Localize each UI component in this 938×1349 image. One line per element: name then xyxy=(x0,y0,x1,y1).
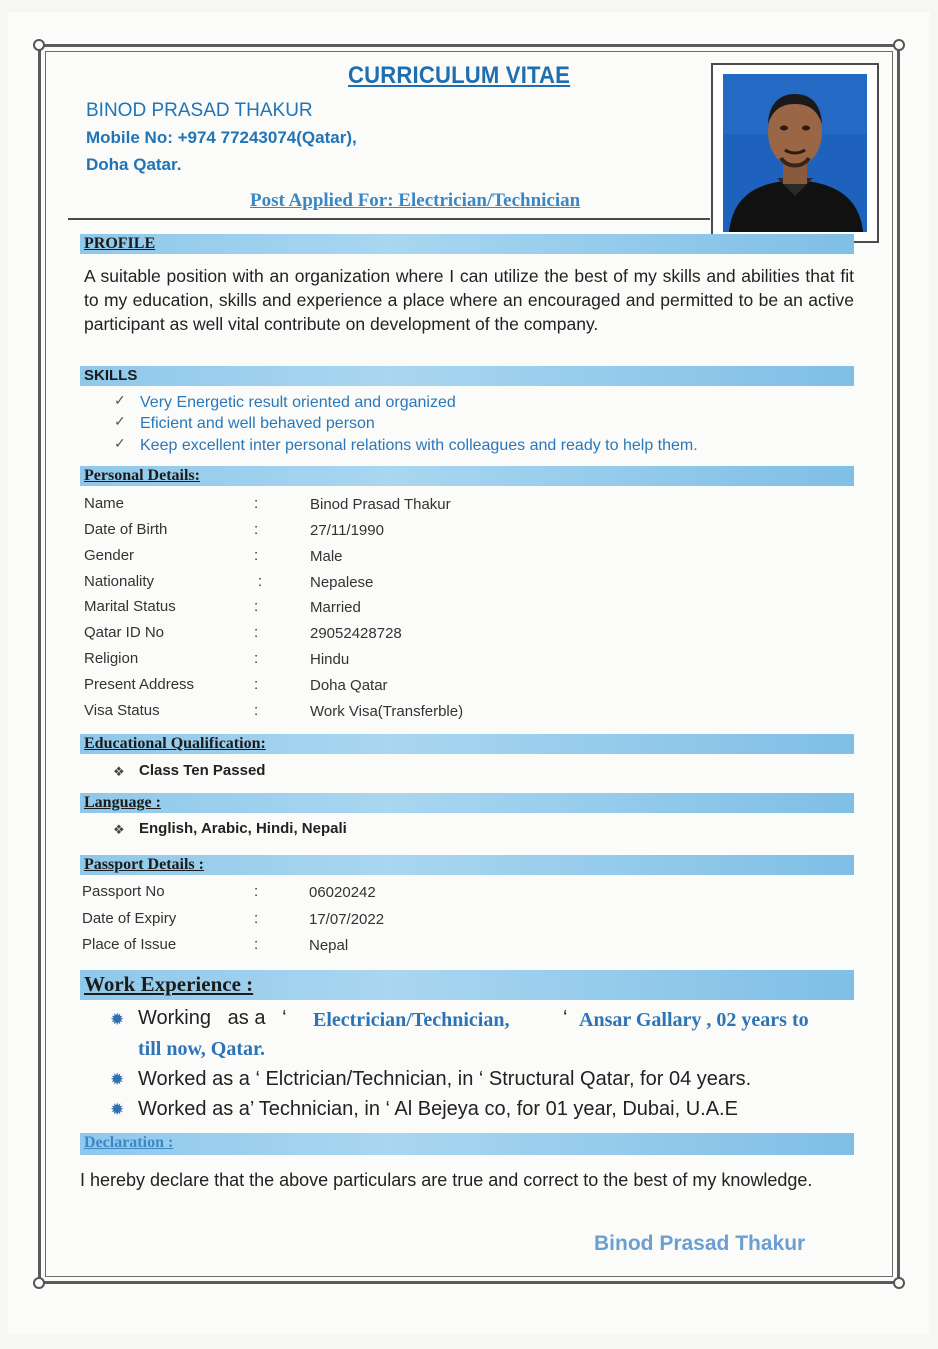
detail-colon: : xyxy=(254,521,259,538)
profile-photo-frame xyxy=(711,63,879,243)
section-heading-language: Language : xyxy=(84,794,161,811)
section-heading-education: Educational Qualification: xyxy=(84,735,266,752)
section-bar-skills xyxy=(80,366,854,386)
detail-value: Married xyxy=(310,599,361,616)
detail-colon: : xyxy=(254,883,259,900)
location: Doha Qatar. xyxy=(86,155,182,174)
checkmark-icon: ✓ xyxy=(114,413,126,429)
section-bar-work xyxy=(80,970,854,1000)
detail-value: 27/11/1990 xyxy=(310,522,384,539)
detail-label: Religion xyxy=(84,650,139,667)
detail-colon: : xyxy=(258,573,263,590)
detail-colon: : xyxy=(254,598,259,615)
gear-bullet-icon: ✹ xyxy=(110,1100,125,1119)
detail-label: Marital Status xyxy=(84,598,176,615)
work-item-2: Worked as a ‘ Elctrician/Technician, in ‘ Structural Qatar, for 04 years. xyxy=(138,1068,752,1090)
skill-item: Keep excellent inter personal relations with colleagues and ready to help them. xyxy=(140,437,698,454)
passport-label: Place of Issue xyxy=(82,936,177,953)
profile-photo xyxy=(723,74,867,232)
section-heading-work: Work Experience : xyxy=(84,972,254,996)
skill-item: Very Energetic result oriented and organized xyxy=(140,394,456,411)
detail-value: Male xyxy=(310,548,343,565)
work-item-3: Worked as a’ Technician, in ‘ Al Bejeya co, for 01 year, Dubai, U.A.E xyxy=(138,1098,738,1120)
section-heading-profile: PROFILE xyxy=(84,235,156,252)
detail-value: Hindu xyxy=(310,651,350,668)
declaration-text: I hereby declare that the above particulars are true and correct to the best of my knowledge. xyxy=(80,1170,813,1190)
detail-label: Qatar ID No xyxy=(84,624,165,641)
detail-label: Gender xyxy=(84,547,135,564)
document-title: CURRICULUM VITAE xyxy=(348,62,571,89)
detail-colon: : xyxy=(254,624,259,641)
work-item-1-role: Electrician/Technician, xyxy=(313,1009,510,1031)
passport-label: Date of Expiry xyxy=(82,910,177,927)
passport-value: 17/07/2022 xyxy=(309,911,385,928)
work-item-1-company: Ansar Gallary , 02 years to xyxy=(579,1009,809,1031)
header-divider xyxy=(68,218,710,220)
diamond-bullet-icon: ❖ xyxy=(113,764,125,779)
signature-name: Binod Prasad Thakur xyxy=(594,1232,806,1255)
section-bar-declaration xyxy=(80,1133,854,1155)
checkmark-icon: ✓ xyxy=(114,392,126,408)
section-heading-declaration: Declaration : xyxy=(84,1134,174,1151)
education-item: Class Ten Passed xyxy=(139,762,266,779)
candidate-name: BINOD PRASAD THAKUR xyxy=(86,100,313,121)
section-heading-skills: SKILLS xyxy=(84,367,138,384)
passport-label: Passport No xyxy=(82,883,165,900)
border-corner-ornament xyxy=(893,39,905,51)
gear-bullet-icon: ✹ xyxy=(110,1070,125,1089)
detail-value: Doha Qatar xyxy=(310,677,388,694)
gear-bullet-icon: ✹ xyxy=(110,1010,125,1029)
detail-colon: : xyxy=(254,495,259,512)
detail-label: Nationality xyxy=(84,573,155,590)
section-bar-profile xyxy=(80,234,854,254)
passport-value: 06020242 xyxy=(309,884,376,901)
work-item-1-continuation: till now, Qatar. xyxy=(138,1038,266,1060)
work-item-1-prefix: Working as a ‘ xyxy=(138,1007,287,1029)
section-heading-personal: Personal Details: xyxy=(84,467,200,484)
mobile-number: Mobile No: +974 77243074(Qatar), xyxy=(86,128,357,147)
detail-label: Name xyxy=(84,495,125,512)
work-item-1-quote: ‘ xyxy=(563,1007,568,1029)
section-bar-personal xyxy=(80,466,854,486)
detail-colon: : xyxy=(254,676,259,693)
border-corner-ornament xyxy=(33,1277,45,1289)
section-bar-education xyxy=(80,734,854,754)
detail-label: Date of Birth xyxy=(84,521,168,538)
detail-colon: : xyxy=(254,650,259,667)
diamond-bullet-icon: ❖ xyxy=(113,822,125,837)
detail-value: Binod Prasad Thakur xyxy=(310,496,451,513)
border-corner-ornament xyxy=(33,39,45,51)
profile-text: A suitable position with an organization where I can utilize the best of my skills and abilities that fit to my education, skills and experience a place where an encouraged and permitted to be an active participant as well vital contribute on development of the company. xyxy=(84,266,854,334)
border-corner-ornament xyxy=(893,1277,905,1289)
checkmark-icon: ✓ xyxy=(114,435,126,451)
passport-value: Nepal xyxy=(309,937,349,954)
section-bar-passport xyxy=(80,855,854,875)
detail-value: Nepalese xyxy=(310,574,374,591)
detail-value: Work Visa(Transferble) xyxy=(310,703,464,720)
skill-item: Eficient and well behaved person xyxy=(140,415,375,432)
detail-label: Present Address xyxy=(84,676,195,693)
detail-colon: : xyxy=(254,547,259,564)
detail-colon: : xyxy=(254,936,259,953)
section-bar-language xyxy=(80,793,854,813)
post-applied: Post Applied For: Electrician/Technician xyxy=(250,190,581,211)
detail-value: 29052428728 xyxy=(310,625,402,642)
detail-colon: : xyxy=(254,910,259,927)
detail-colon: : xyxy=(254,702,259,719)
language-item: English, Arabic, Hindi, Nepali xyxy=(139,820,347,837)
detail-label: Visa Status xyxy=(84,702,160,719)
section-heading-passport: Passport Details : xyxy=(84,856,204,873)
